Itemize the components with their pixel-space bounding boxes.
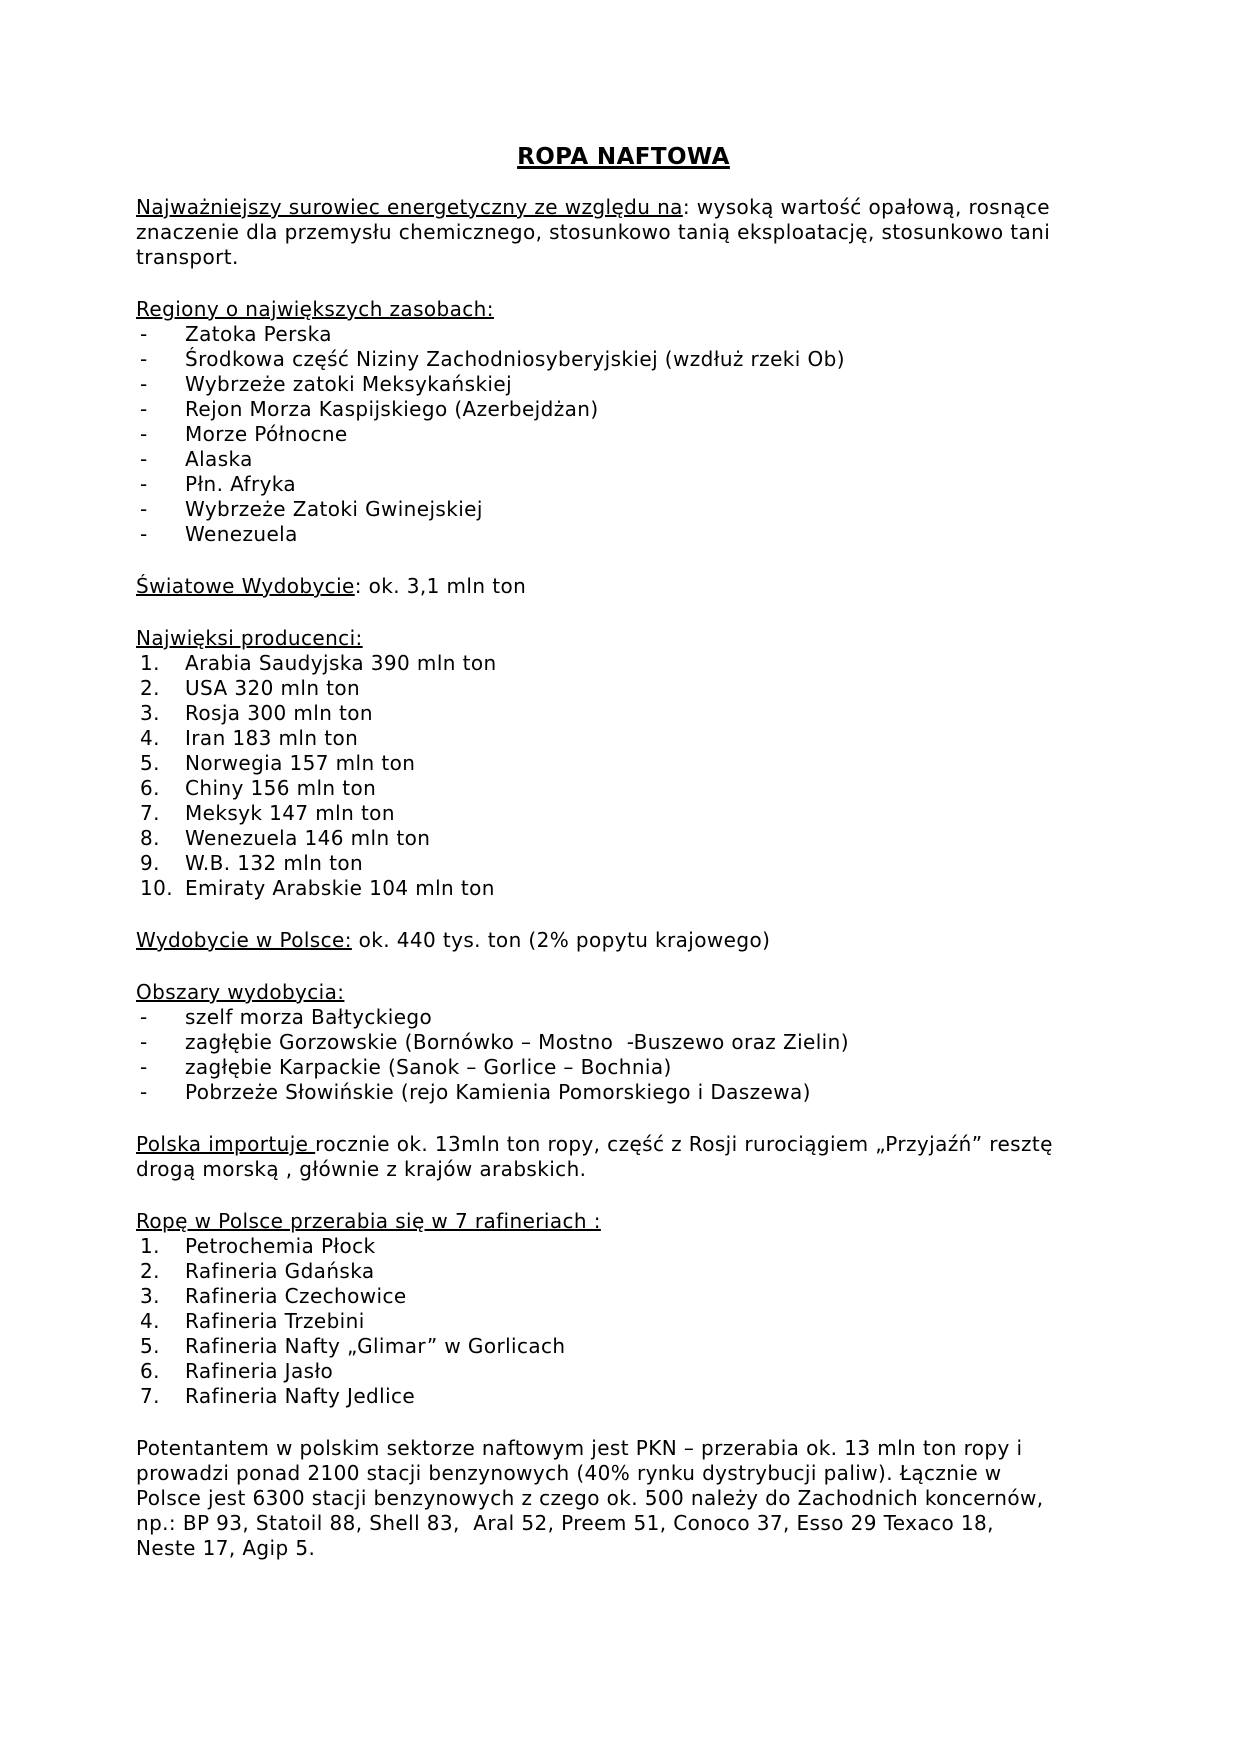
intro-lead-rest: : wysoką wartość opałową, rosnące <box>682 195 1050 219</box>
list-marker: 10. <box>140 876 174 900</box>
list-item <box>136 851 1111 876</box>
list-item <box>136 522 1111 547</box>
list-marker: 1. <box>140 1234 160 1258</box>
list-marker: 3. <box>140 1284 160 1308</box>
list-item-text: Rafineria Nafty „Glimar” w Gorlicach <box>185 1334 566 1358</box>
list-item-text: Rafineria Jasło <box>185 1359 334 1383</box>
list-item <box>136 876 1111 901</box>
list-item-text: Iran 183 mln ton <box>185 726 359 750</box>
list-marker: - <box>140 397 148 421</box>
list-item-text: Wenezuela <box>185 522 298 546</box>
list-marker: - <box>140 447 148 471</box>
list-item-text: Wenezuela 146 mln ton <box>185 826 431 850</box>
list-item <box>136 497 1111 522</box>
list-marker: - <box>140 472 148 496</box>
list-item <box>136 1234 1111 1259</box>
poland-output-value: ok. 440 tys. ton (2% popytu krajowego) <box>351 928 771 952</box>
list-item-text: Rosja 300 mln ton <box>185 701 373 725</box>
list-item <box>136 1080 1111 1105</box>
list-item-text: Środkowa część Niziny Zachodniosyberyjskiej (wzdłuż rzeki Ob) <box>185 347 845 371</box>
list-item <box>136 1259 1111 1284</box>
list-item <box>136 651 1111 676</box>
list-marker: 5. <box>140 1334 160 1358</box>
list-item-text: Rafineria Trzebini <box>185 1309 365 1333</box>
regions-heading-line <box>136 297 1111 322</box>
list-item-text: Wybrzeże zatoki Meksykańskiej <box>185 372 513 396</box>
closing-line-4: np.: BP 93, Statoil 88, Shell 83, Aral 52, Preem 51, Conoco 37, Esso 29 Texaco 18, <box>136 1511 994 1535</box>
list-item-text: USA 320 mln ton <box>185 676 361 700</box>
import-line-1 <box>136 1132 1111 1157</box>
poland-output-heading: Wydobycie w Polsce: <box>136 928 352 952</box>
producers-heading: Najwięksi producenci: <box>136 626 363 650</box>
list-item <box>136 447 1111 472</box>
list-item <box>136 726 1111 751</box>
list-item <box>136 322 1111 347</box>
list-item-text: Rafineria Gdańska <box>185 1259 375 1283</box>
mining-areas-heading: Obszary wydobycia: <box>136 980 345 1004</box>
list-marker: - <box>140 1030 148 1054</box>
list-marker: 7. <box>140 801 160 825</box>
list-item-text: Rafineria Nafty Jedlice <box>185 1384 416 1408</box>
closing-line-3: Polsce jest 6300 stacji benzynowych z czego ok. 500 należy do Zachodnich koncernów, <box>136 1486 1044 1510</box>
list-marker: - <box>140 497 148 521</box>
list-item-text: zagłębie Karpackie (Sanok – Gorlice – Bochnia) <box>185 1055 672 1079</box>
list-item-text: Meksyk 147 mln ton <box>185 801 395 825</box>
list-marker: - <box>140 347 148 371</box>
list-item <box>136 676 1111 701</box>
refineries-heading: Ropę w Polsce przerabia się w 7 rafineriach : <box>136 1209 601 1233</box>
mining-areas-heading-line <box>136 980 1111 1005</box>
section-world-output <box>136 574 1111 599</box>
document-content <box>136 145 1111 1561</box>
closing-line-5: Neste 17, Agip 5. <box>136 1536 316 1560</box>
intro-line-2: znaczenie dla przemysłu chemicznego, stosunkowo tanią eksploatację, stosunkowo tani <box>136 220 1051 244</box>
import-lead-rest: rocznie ok. 13mln ton ropy, część z Rosji rurociągiem „Przyjaźń” resztę <box>315 1132 1053 1156</box>
intro-line-1 <box>136 195 1111 220</box>
list-marker: 4. <box>140 1309 160 1333</box>
intro-paragraph <box>136 195 1111 270</box>
list-item <box>136 1055 1111 1080</box>
list-marker: 2. <box>140 1259 160 1283</box>
section-regions <box>136 297 1111 547</box>
list-item <box>136 372 1111 397</box>
list-marker: - <box>140 1005 148 1029</box>
section-producers <box>136 626 1111 901</box>
section-import <box>136 1132 1111 1182</box>
list-marker: 1. <box>140 651 160 675</box>
list-item <box>136 422 1111 447</box>
world-output-value: : ok. 3,1 mln ton <box>354 574 527 598</box>
regions-heading: Regiony o największych zasobach: <box>136 297 494 321</box>
world-output-line <box>136 574 1111 599</box>
list-item <box>136 397 1111 422</box>
list-item <box>136 826 1111 851</box>
list-item-text: Arabia Saudyjska 390 mln ton <box>185 651 497 675</box>
list-item-text: Emiraty Arabskie 104 mln ton <box>185 876 495 900</box>
list-item-text: Morze Północne <box>185 422 348 446</box>
section-mining-areas <box>136 980 1111 1105</box>
producers-heading-line <box>136 626 1111 651</box>
list-item <box>136 801 1111 826</box>
list-item <box>136 1284 1111 1309</box>
list-marker: 8. <box>140 826 160 850</box>
section-closing <box>136 1436 1111 1561</box>
document-title: ROPA NAFTOWA <box>517 144 730 170</box>
list-item <box>136 1334 1111 1359</box>
list-marker: 2. <box>140 676 160 700</box>
list-item <box>136 347 1111 372</box>
list-item-text: Alaska <box>185 447 253 471</box>
closing-line-2: prowadzi ponad 2100 stacji benzynowych (40% rynku dystrybucji paliw). Łącznie w <box>136 1461 1002 1485</box>
list-marker: - <box>140 372 148 396</box>
list-marker: - <box>140 522 148 546</box>
list-item-text: Rafineria Czechowice <box>185 1284 407 1308</box>
list-item <box>136 1384 1111 1409</box>
refineries-heading-line <box>136 1209 1111 1234</box>
list-item <box>136 472 1111 497</box>
list-marker: - <box>140 322 148 346</box>
list-item <box>136 701 1111 726</box>
import-lead-underlined: Polska importuje <box>136 1132 316 1156</box>
list-item-text: Chiny 156 mln ton <box>185 776 377 800</box>
list-item-text: szelf morza Bałtyckiego <box>185 1005 433 1029</box>
import-line-2: drogą morską , głównie z krajów arabskich. <box>136 1157 587 1181</box>
list-marker: - <box>140 1080 148 1104</box>
list-item-text: Wybrzeże Zatoki Gwinejskiej <box>185 497 483 521</box>
list-item-text: zagłębie Gorzowskie (Bornówko – Mostno -Buszewo oraz Zielin) <box>185 1030 849 1054</box>
list-item-text: Rejon Morza Kaspijskiego (Azerbejdżan) <box>185 397 599 421</box>
list-marker: 4. <box>140 726 160 750</box>
list-item <box>136 1359 1111 1384</box>
list-item-text: Petrochemia Płock <box>185 1234 376 1258</box>
section-poland-output <box>136 928 1111 953</box>
list-item <box>136 1005 1111 1030</box>
intro-lead-underlined: Najważniejszy surowiec energetyczny ze względu na <box>136 195 683 219</box>
poland-output-line <box>136 928 1111 953</box>
intro-line-3: transport. <box>136 245 239 269</box>
list-item-text: Norwegia 157 mln ton <box>185 751 416 775</box>
list-item-text: Pobrzeże Słowińskie (rejo Kamienia Pomorskiego i Daszewa) <box>185 1080 811 1104</box>
list-marker: 3. <box>140 701 160 725</box>
list-marker: 6. <box>140 776 160 800</box>
list-item-text: W.B. 132 mln ton <box>185 851 364 875</box>
list-marker: 6. <box>140 1359 160 1383</box>
list-marker: 5. <box>140 751 160 775</box>
closing-line-1: Potentantem w polskim sektorze naftowym jest PKN – przerabia ok. 13 mln ton ropy i <box>136 1436 1023 1460</box>
list-marker: - <box>140 422 148 446</box>
list-item-text: Zatoka Perska <box>185 322 332 346</box>
list-item <box>136 776 1111 801</box>
list-marker: - <box>140 1055 148 1079</box>
list-item <box>136 1030 1111 1055</box>
list-item <box>136 751 1111 776</box>
list-marker: 9. <box>140 851 160 875</box>
section-refineries <box>136 1209 1111 1409</box>
world-output-heading: Światowe Wydobycie <box>136 574 355 598</box>
list-item-text: Płn. Afryka <box>185 472 297 496</box>
list-item <box>136 1309 1111 1334</box>
list-marker: 7. <box>140 1384 160 1408</box>
